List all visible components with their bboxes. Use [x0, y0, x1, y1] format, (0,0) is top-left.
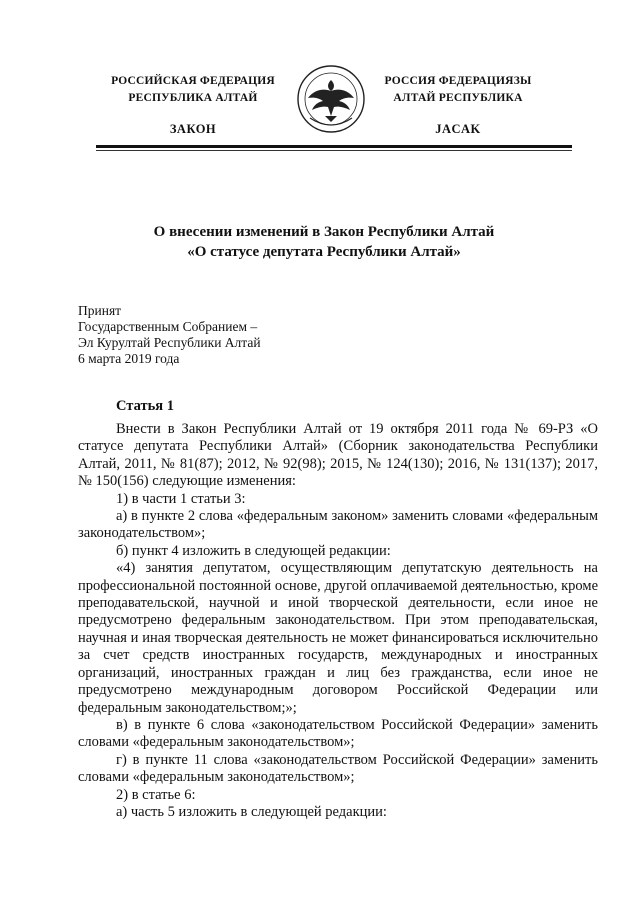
paragraph: а) часть 5 изложить в следующей редакции: — [116, 803, 387, 820]
header-right-law: JACAK — [435, 122, 481, 136]
header-divider-thin — [96, 150, 572, 151]
paragraph: в) в пункте 6 слова «законодательством Российской Федерации» заменить словами «федеральным законодательством»; — [78, 716, 598, 751]
adopted-line3: Эл Курултай Республики Алтай — [78, 335, 261, 350]
adopted-line2: Государственным Собранием – — [78, 319, 258, 334]
paragraph: «4) занятия депутатом, осуществляющим депутатскую деятельность на профессиональной постоянной основе, другой оплачиваемой деятельностью, кроме преподавательской, научной и иной творческой деятельности, если иное не предусмотрено федеральным законодательством. При этом преподавательская, научная и иная творческая деятельность не может финансироваться исключительно за счет средств иностранных государств, международных и иностранных организаций, иностранных граждан и лиц без гражданства, если иное не предусмотрено международным договором Российской Федерации или федеральным законодательством;»; — [78, 560, 598, 716]
article-body — [78, 421, 598, 821]
header-right-line2: АЛТАЙ РЕСПУБЛИКА — [393, 92, 523, 104]
header-left-line1: РОССИЙСКАЯ ФЕДЕРАЦИЯ — [111, 75, 275, 87]
header-left-law: ЗАКОН — [169, 122, 217, 136]
paragraph: 2) в статье 6: — [116, 786, 196, 803]
header-divider-thick — [96, 145, 572, 148]
header-left-block — [78, 73, 308, 138]
document-title — [60, 222, 588, 262]
paragraph: а) в пункте 2 слова «федеральным законом» заменить словами «федеральным законодательством»; — [78, 508, 598, 542]
header-right-block — [343, 73, 573, 138]
paragraph: 1) в части 1 статьи 3: — [116, 490, 246, 507]
paragraph: Внести в Закон Республики Алтай от 19 октября 2011 года № 69-РЗ «О статусе депутата Республики Алтай» (Сборник законодательства Республики Алтай, 2011, № 81(87); 2012, № 92(98); 2015, № 124(130); 2016, № 131(137); 2017, № 150(156) следующие изменения: — [78, 421, 598, 490]
title-line2: «О статусе депутата Республики Алтай» — [187, 244, 461, 260]
header-left-line2: РЕСПУБЛИКА АЛТАЙ — [128, 92, 258, 104]
paragraph: б) пункт 4 изложить в следующей редакции: — [116, 542, 391, 559]
adopted-line1: Принят — [78, 303, 122, 318]
article-heading: Статья 1 — [116, 398, 174, 414]
header-right-line1: РОССИЯ ФЕДЕРАЦИЯЗЫ — [384, 75, 532, 87]
title-line1: О внесении изменений в Закон Республики Алтай — [153, 224, 495, 240]
paragraph: г) в пункте 11 слова «законодательством Российской Федерации» заменить словами «федеральным законодательством»; — [78, 751, 598, 786]
adopted-line4: 6 марта 2019 года — [78, 351, 180, 366]
adoption-block — [78, 303, 261, 367]
